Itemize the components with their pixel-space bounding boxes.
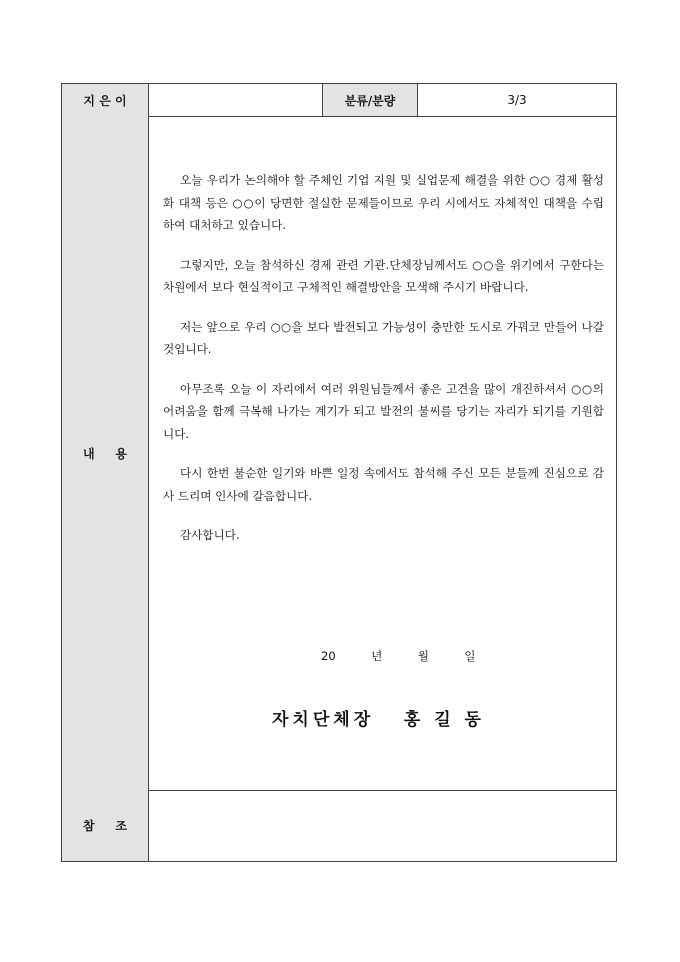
reference-label: 참 조 [62, 790, 149, 861]
category-label: 분류/분량 [323, 84, 418, 116]
speech-form-table [61, 83, 617, 862]
signature: 자치단체장 홍 길 동 [272, 710, 485, 730]
paragraph: 그렇지만, 오늘 참석하신 경제 관련 기관․단체장님께서도 ○○을 위기에서 구한다는 차원에서 보다 현실적이고 구체적인 해결방안을 모색해 주시기 바랍니다. [163, 257, 604, 294]
reference-row [62, 790, 616, 861]
date-line: 20 년 월 일 [321, 649, 476, 663]
content-row [62, 116, 616, 791]
paragraph: 다시 한번 불순한 일기와 바쁜 일정 속에서도 참석해 주신 모든 분들께 진심으로 감사 드리며 인사에 갈음합니다. [163, 466, 604, 503]
paragraph: 오늘 우리가 논의해야 할 주체인 기업 지원 및 실업문제 해결을 위한 ○○ 경제 활성화 대책 등은 ○○이 당면한 절실한 문제들이므로 우리 시에서도 자체적인 대책을 수립하여 대처하고 있습니다. [163, 173, 604, 232]
author-label: 지 은 이 [62, 84, 149, 116]
paragraph: 아무조록 오늘 이 자리에서 여러 위원님들께서 좋은 고견을 많이 개진하셔서 ○○의 어려움을 함께 극복해 나가는 계기가 되고 발전의 불씨를 당기는 자리가 되기를 기원합니다. [163, 381, 604, 441]
paragraph: 저는 앞으로 우리 ○○을 보다 발전되고 가능성이 충만한 도시로 가꿔코 만들어 나갈 것입니다. [163, 319, 604, 356]
reference-value [149, 790, 616, 861]
author-value [149, 84, 323, 116]
content-body [149, 116, 616, 790]
category-value: 3/3 [507, 93, 527, 107]
content-label: 내 용 [62, 116, 149, 790]
header-row [62, 84, 616, 117]
paragraph: 감사합니다. [180, 528, 240, 542]
